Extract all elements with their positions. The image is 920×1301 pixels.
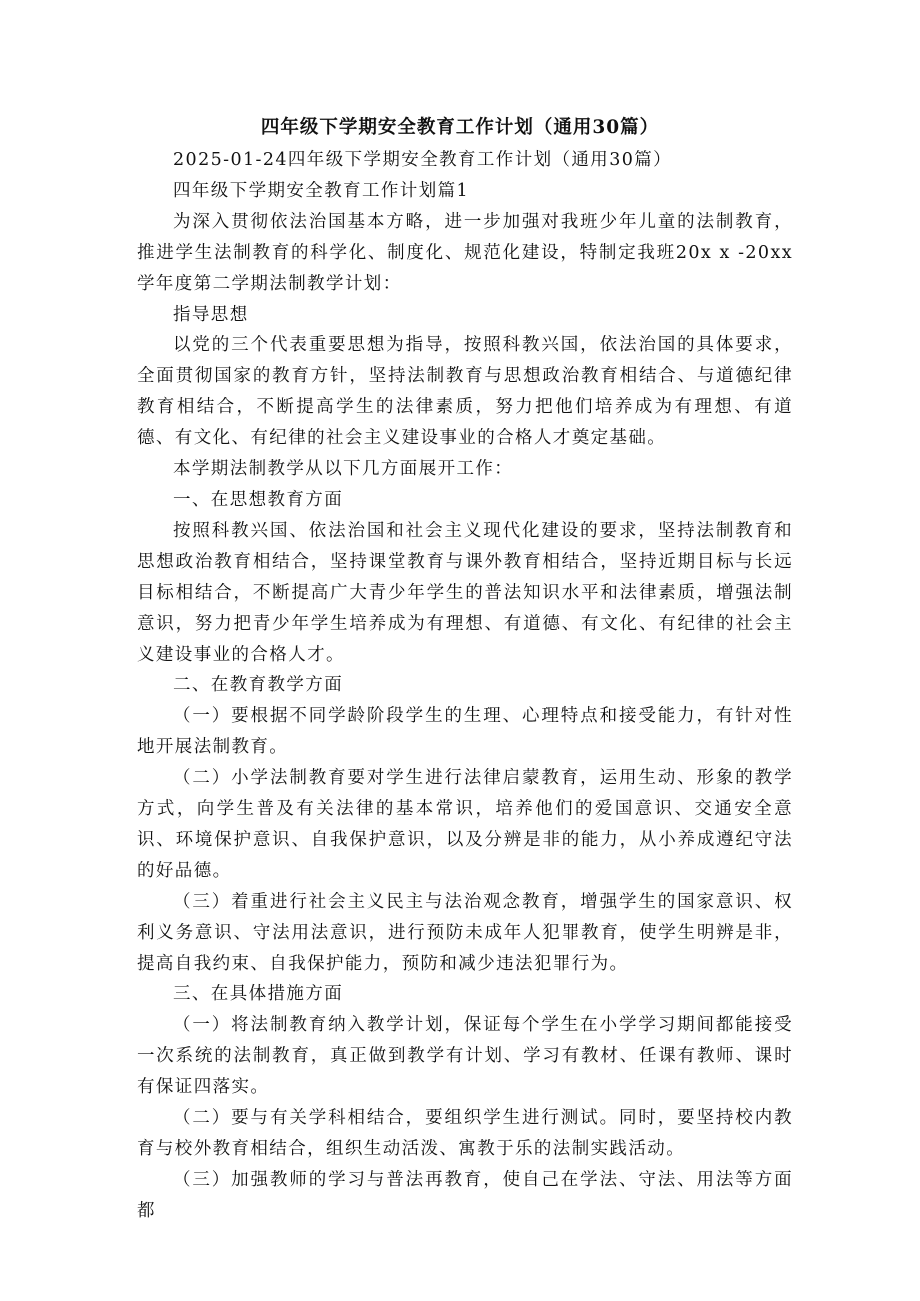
section-heading: 四年级下学期安全教育工作计划篇1 bbox=[173, 180, 470, 201]
paragraph: 按照科教兴国、依法治国和社会主义现代化建设的要求，坚持法制教育和思想政治教育相结合，坚持课堂教育与课外教育相结合，坚持近期目标与长远目标相结合，不断提高广大青少年学生的普法知识水平和法律素质，增强法制意识，努力把青少年学生培养成为有理想、有道德、有文化、有纪律的社会主义建设事业的合格人才。 bbox=[137, 520, 793, 665]
subheading: 二、在教育教学方面 bbox=[173, 675, 344, 696]
date-line: 2025-01-24四年级下学期安全教育工作计划（通用30篇） bbox=[173, 150, 673, 170]
paragraph: 为深入贯彻依法治国基本方略，进一步加强对我班少年儿童的法制教育，推进学生法制教育的科学化、制度化、规范化建设，特制定我班20x x -20xx学年度第二学期法制教学计划： bbox=[137, 211, 793, 294]
paragraph: （三）着重进行社会主义民主与法治观念教育，增强学生的国家意识、权利义务意识、守法用法意识，进行预防未成年人犯罪教育，使学生明辨是非，提高自我约束、自我保护能力，预防和减少违法犯罪行为。 bbox=[137, 891, 793, 974]
subheading: 三、在具体措施方面 bbox=[173, 984, 344, 1005]
subheading: 一、在思想教育方面 bbox=[173, 489, 344, 510]
paragraph: （二）要与有关学科相结合，要组织学生进行测试。同时，要坚持校内教育与校外教育相结合，组织生动活泼、寓教于乐的法制实践活动。 bbox=[137, 1108, 793, 1159]
document-body bbox=[137, 145, 793, 1227]
document-title: 四年级下学期安全教育工作计划（通用30篇） bbox=[260, 117, 660, 138]
paragraph: （一）将法制教育纳入教学计划，保证每个学生在小学学习期间都能接受一次系统的法制教育，真正做到教学有计划、学习有教材、任课有教师、课时有保证四落实。 bbox=[137, 1015, 793, 1098]
paragraph: 本学期法制教学从以下几方面展开工作： bbox=[173, 459, 514, 480]
paragraph: （二）小学法制教育要对学生进行法律启蒙教育，运用生动、形象的教学方式，向学生普及有关法律的基本常识，培养他们的爱国意识、交通安全意识、环境保护意识、自我保护意识，以及分辨是非的能力，从小养成遵纪守法的好品德。 bbox=[137, 768, 793, 881]
paragraph: （一）要根据不同学龄阶段学生的生理、心理特点和接受能力，有针对性地开展法制教育。 bbox=[137, 706, 793, 758]
paragraph: （三）加强教师的学习与普法再教育，使自己在学法、守法、用法等方面都 bbox=[137, 1169, 793, 1221]
paragraph: 以党的三个代表重要思想为指导，按照科教兴国，依法治国的具体要求，全面贯彻国家的教育方针，坚持法制教育与思想政治教育相结合、与道德纪律教育相结合，不断提高学生的法律素质，努力把他们培养成为有理想、有道德、有文化、有纪律的社会主义建设事业的合格人才奠定基础。 bbox=[137, 335, 793, 449]
subheading: 指导思想 bbox=[173, 304, 249, 325]
